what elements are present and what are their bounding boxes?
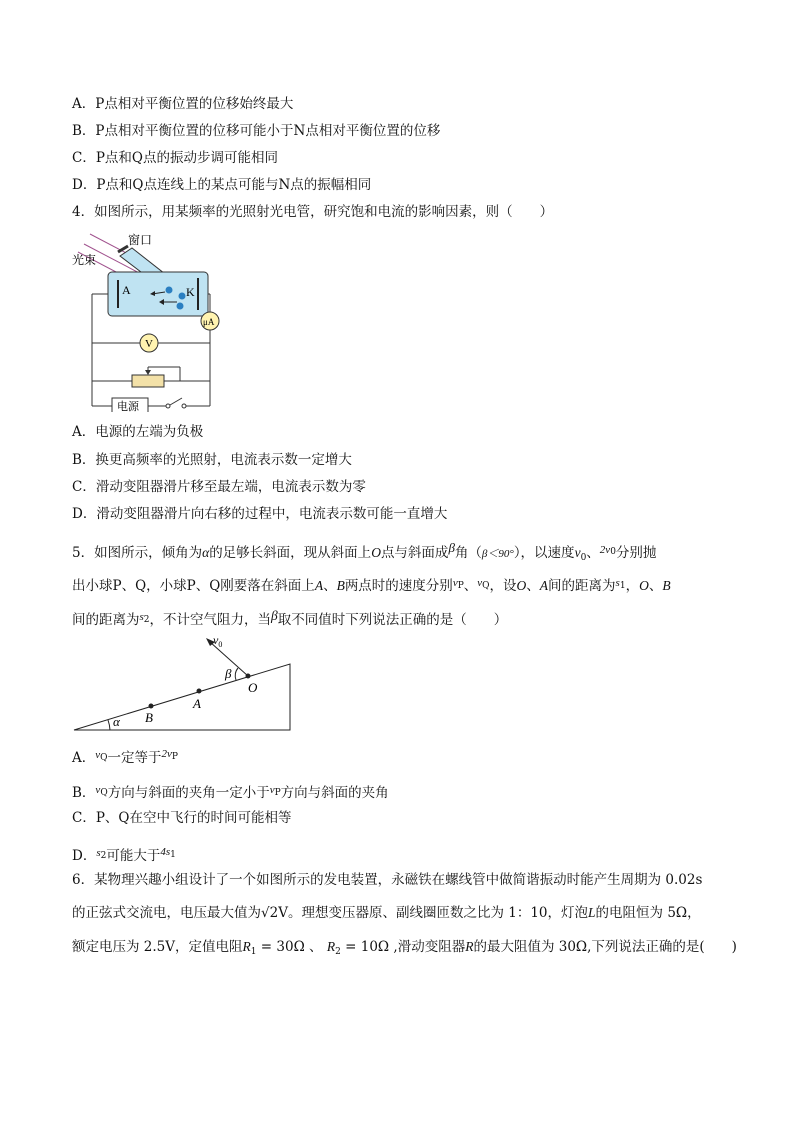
- q5-option-b: B．$^{vQ}$方向与斜面的夹角一定小于$^{vP}$方向与斜面的夹角: [72, 784, 389, 801]
- q5-line-1: 5．如图所示，倾角为α的足够长斜面，现从斜面上O点与斜面成β角（β＜90°），以速度$v_0$、$^{2v0}$分别抛: [72, 540, 657, 563]
- q3-option-c: C．P点和Q点的振动步调可能相同: [72, 150, 278, 166]
- microammeter-label: μA: [203, 317, 215, 327]
- cathode-label: K: [186, 285, 195, 299]
- point-b-label: B: [145, 710, 153, 725]
- alpha-label: α: [113, 714, 120, 729]
- point-o-label: O: [248, 680, 258, 695]
- beam-label: 光束: [72, 253, 97, 267]
- beta-label: β: [225, 666, 232, 681]
- q4-option-b: B．换更高频率的光照射，电流表示数一定增大: [72, 452, 352, 468]
- power-source-label: 电源: [117, 401, 139, 412]
- q6-line-1: 6．某物理兴趣小组设计了一个如图所示的发电装置，永磁铁在螺线管中做简谐振动时能产生周期为 0.02s: [72, 872, 703, 888]
- window-label: 窗口: [128, 233, 153, 247]
- q5-option-c: C．P、Q在空中飞行的时间可能相等: [72, 810, 292, 826]
- q6-line-3: 额定电压为 2.5V，定值电阻$R_1 = 30\Omega$ 、 $R_2 = 10\Omega$ ,滑动变阻器R的最大阻值为 30Ω,下列说法正确的是( ): [72, 939, 737, 957]
- q4-stem: 4．如图所示，用某频率的光照射光电管，研究饱和电流的影响因素，则（ ）: [72, 204, 554, 220]
- q3-option-b: B．P点相对平衡位置的位移可能小于N点相对平衡位置的位移: [72, 123, 441, 139]
- q3-option-d: D．P点和Q点连线上的某点可能与N点的振幅相同: [72, 177, 372, 193]
- incline-figure: [70, 632, 310, 732]
- q4-option-c: C．滑动变阻器滑片移至最左端，电流表示数为零: [72, 479, 366, 495]
- voltmeter-label: V: [145, 338, 153, 350]
- v0-label: $v_0$: [213, 633, 223, 649]
- q5-line-2: 出小球P、Q，小球P、Q刚要落在斜面上A、B两点时的速度分别$^{vP}$、$^{vQ}$，设O、A间的距离为$^{s1}$，O、B: [72, 577, 671, 594]
- q5-option-d: D．$^{s2}$可能大于$^{4s1}$: [72, 846, 176, 864]
- q4-option-d: D．滑动变阻器滑片向右移的过程中，电流表示数可能一直增大: [72, 506, 448, 522]
- q3-option-a: A．P点相对平衡位置的位移始终最大: [72, 96, 294, 112]
- rheostat-icon: [132, 375, 164, 387]
- q4-option-a: A．电源的左端为负极: [72, 424, 204, 440]
- anode-label: A: [122, 283, 131, 297]
- q5-option-a: A．$^{vQ}$一定等于$^{2vP}$: [72, 748, 178, 766]
- q6-line-2: 的正弦式交流电，电压最大值为√2V。理想变压器原、副线圈匝数之比为 1：10，灯泡L的电阻恒为 5Ω，: [72, 905, 701, 921]
- point-a-label: A: [193, 696, 201, 711]
- q5-line-3: 间的距离为$^{s2}$，不计空气阻力，当β取不同值时下列说法正确的是（ ）: [72, 608, 508, 628]
- phototube-circuit-figure: [62, 226, 242, 412]
